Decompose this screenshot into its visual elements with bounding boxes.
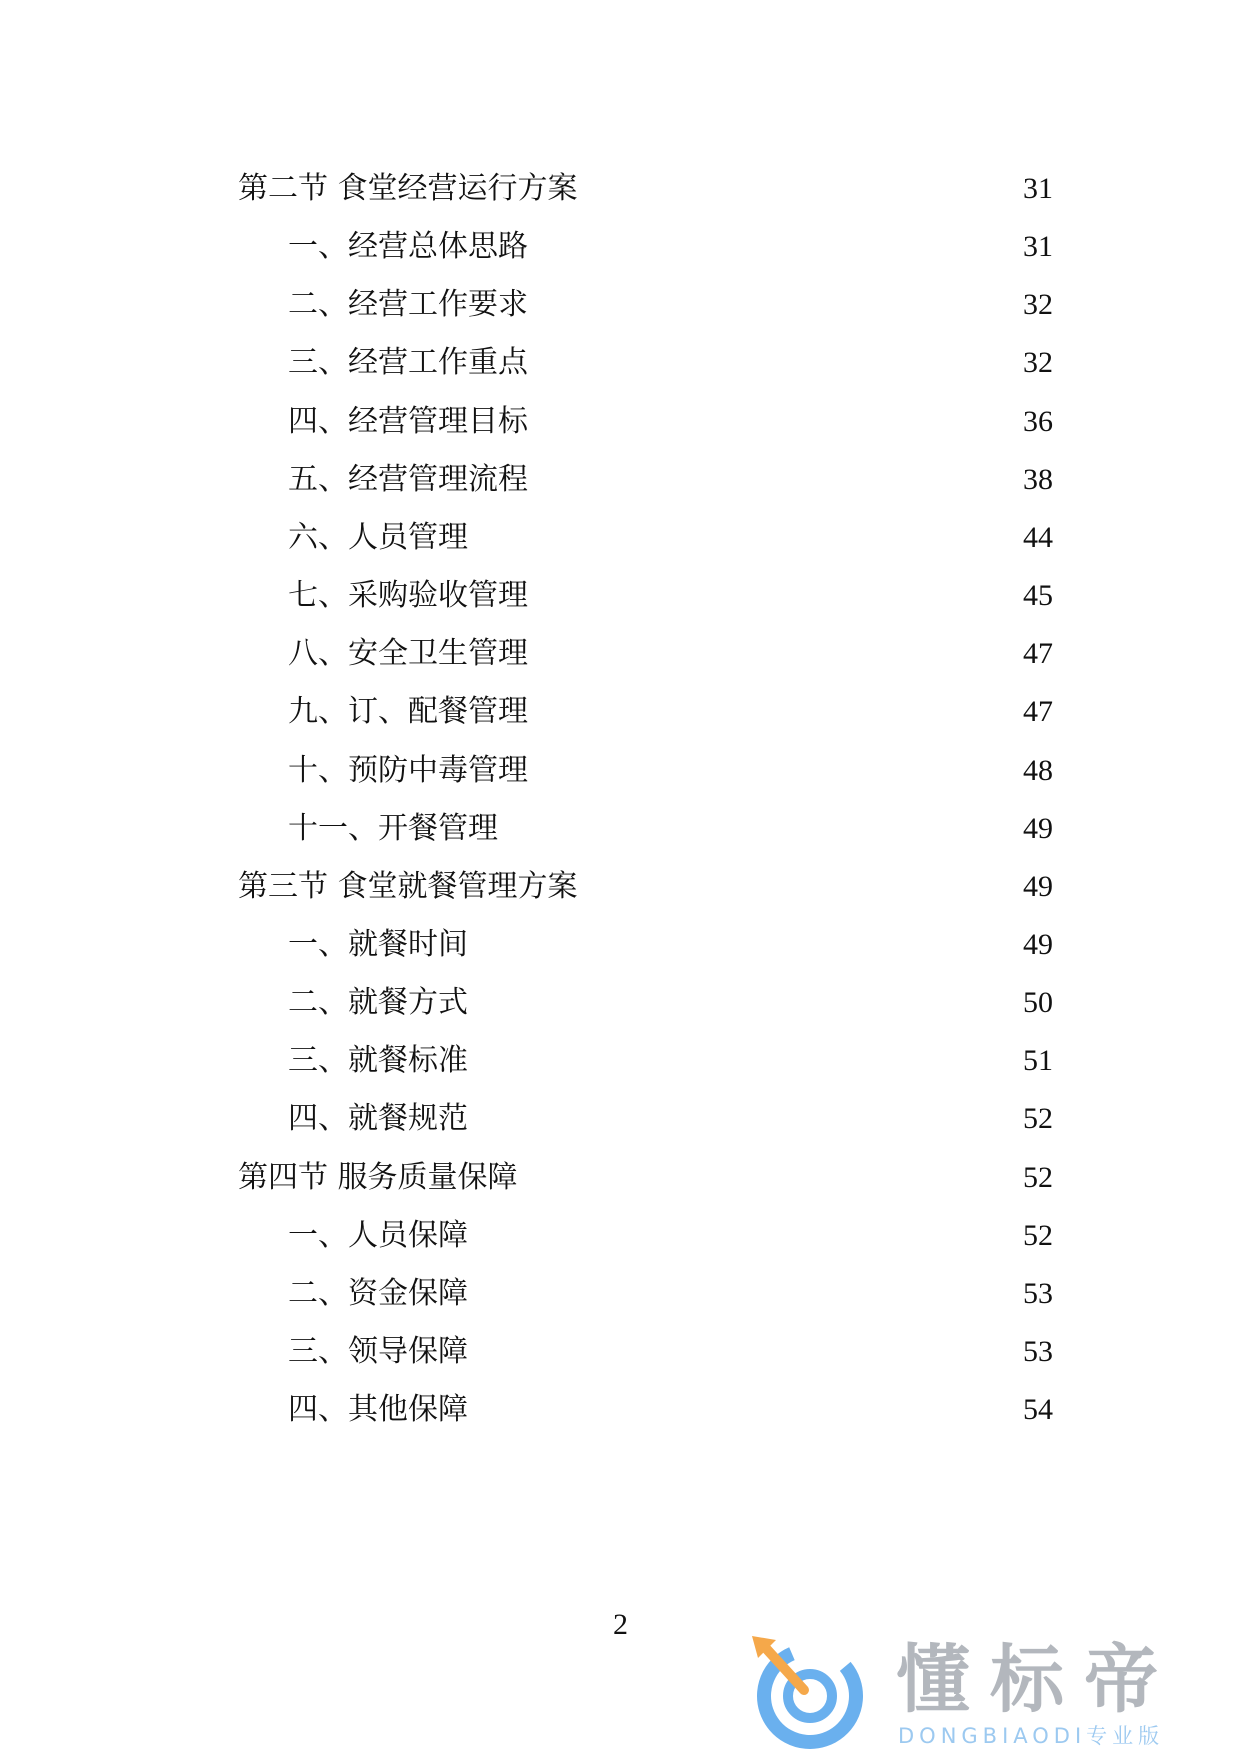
toc-page-number: 49 xyxy=(1023,812,1053,845)
toc-item-title: 四、就餐规范 xyxy=(288,1101,468,1136)
toc-page-number: 38 xyxy=(1023,463,1053,496)
toc-item-title: 十、预防中毒管理 xyxy=(288,753,528,788)
page-number: 2 xyxy=(613,1608,628,1641)
toc-item-title: 六、人员管理 xyxy=(288,520,468,555)
toc-page-number: 32 xyxy=(1023,346,1053,379)
toc-page-number: 45 xyxy=(1023,579,1053,612)
toc-item-title: 三、领导保障 xyxy=(288,1334,468,1369)
toc-section-title: 第四节 服务质量保障 xyxy=(238,1160,518,1195)
toc-item-title: 二、就餐方式 xyxy=(288,985,468,1020)
watermark-title: 懂标帝 xyxy=(896,1637,1178,1723)
toc-item-title: 七、采购验收管理 xyxy=(288,578,528,613)
toc-item-title: 二、资金保障 xyxy=(288,1276,468,1311)
toc-item-title: 五、经营管理流程 xyxy=(288,462,528,497)
toc-page-number: 48 xyxy=(1023,754,1053,787)
toc-item-title: 一、就餐时间 xyxy=(288,927,468,962)
toc-page-number: 49 xyxy=(1023,928,1053,961)
toc-item-title: 九、订、配餐管理 xyxy=(288,694,528,729)
toc-section-title: 第三节 食堂就餐管理方案 xyxy=(238,869,578,904)
toc-page-number: 31 xyxy=(1023,172,1053,205)
toc-item-title: 二、经营工作要求 xyxy=(288,287,528,322)
toc-page-number: 36 xyxy=(1023,405,1053,438)
toc-page-number: 54 xyxy=(1023,1393,1053,1426)
toc-page-number: 47 xyxy=(1023,637,1053,670)
toc-page-number: 44 xyxy=(1023,521,1053,554)
watermark-subtitle: DONGBIAODI专业版 xyxy=(898,1724,1165,1748)
watermark xyxy=(748,1632,1228,1752)
target-icon xyxy=(748,1632,868,1752)
toc-page-number: 50 xyxy=(1023,986,1053,1019)
toc-item-title: 八、安全卫生管理 xyxy=(288,636,528,671)
toc-item-title: 一、人员保障 xyxy=(288,1218,468,1253)
toc-item-title: 三、经营工作重点 xyxy=(288,345,528,380)
toc-item-title: 三、就餐标准 xyxy=(288,1043,468,1078)
toc-item-title: 四、经营管理目标 xyxy=(288,404,528,439)
toc-page-number: 52 xyxy=(1023,1161,1053,1194)
toc-page-number: 53 xyxy=(1023,1335,1053,1368)
toc-page-number: 32 xyxy=(1023,288,1053,321)
toc-page-number: 49 xyxy=(1023,870,1053,903)
toc-item-title: 十一、开餐管理 xyxy=(288,811,498,846)
toc-section-title: 第二节 食堂经营运行方案 xyxy=(238,171,578,206)
toc-page-number: 47 xyxy=(1023,695,1053,728)
toc-item-title: 一、经营总体思路 xyxy=(288,229,528,264)
toc-page-number: 51 xyxy=(1023,1044,1053,1077)
toc-page-number: 52 xyxy=(1023,1219,1053,1252)
toc-item-title: 四、其他保障 xyxy=(288,1392,468,1427)
toc-page-number: 31 xyxy=(1023,230,1053,263)
toc-page-number: 53 xyxy=(1023,1277,1053,1310)
toc-page-number: 52 xyxy=(1023,1102,1053,1135)
